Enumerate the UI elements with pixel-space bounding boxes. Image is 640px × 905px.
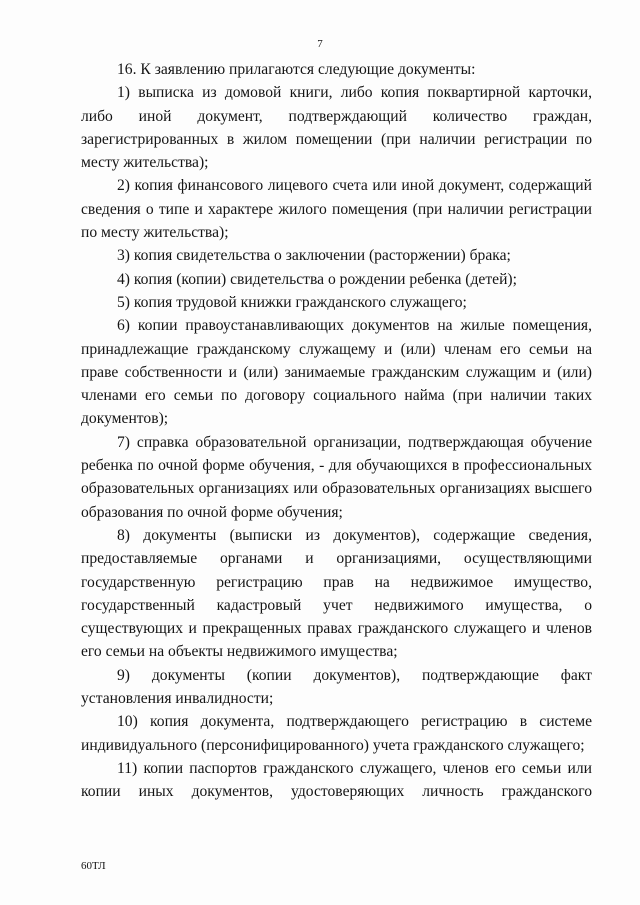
- list-item-8: 8) документы (выписки из документов), содержащие сведения, предоставляемые органами и организациями, осуществляющими государственную регистрацию прав на недвижимое имущество, государственный кадастровый учет недвижимого имущества, о существующих и прекращенных правах гражданского служащего и членов его семьи на объекты недвижимого имущества;: [81, 526, 592, 661]
- list-item-6: 6) копии правоустанавливающих документов на жилые помещения, принадлежащие гражданскому служащему и (или) членам его семьи на праве собственности и (или) занимаемые гражданским служащим и (или) членами его семьи по договору социального найма (при наличии таких документов);: [81, 317, 592, 428]
- list-item-1: 1) выписка из домовой книги, либо копия поквартирной карточки, либо иной документ, подтверждающий количество граждан, зарегистрированных в жилом помещении (при наличии регистрации по месту жительства);: [81, 84, 592, 172]
- section-heading: 16. К заявлению прилагаются следующие документы:: [117, 61, 476, 78]
- list-item-11: 11) копии паспортов гражданского служащего, членов его семьи или копии иных документов, удостоверяющих личность гражданского: [81, 759, 592, 801]
- list-item-3: 3) копия свидетельства о заключении (расторжении) брака;: [117, 247, 511, 265]
- footer-code: 60ТЛ: [81, 860, 106, 872]
- list-item-5: 5) копия трудовой книжки гражданского служащего;: [117, 293, 467, 311]
- list-item-7: 7) справка образовательной организации, подтверждающая обучение ребенка по очной форме обучения, - для обучающихся в профессиональных образовательных организациях или образовательных организациях высшего образования по очной форме обучения;: [81, 433, 592, 521]
- list-item-2: 2) копия финансового лицевого счета или иной документ, содержащий сведения о типе и характере жилого помещения (при наличии регистрации по месту жительства);: [81, 177, 592, 242]
- page-number: 7: [317, 38, 323, 50]
- list-item-4: 4) копия (копии) свидетельства о рождении ребенка (детей);: [117, 270, 517, 288]
- document-body: [81, 58, 592, 804]
- list-item-9: 9) документы (копии документов), подтверждающие факт установления инвалидности;: [81, 666, 592, 708]
- list-item-10: 10) копия документа, подтверждающего регистрацию в системе индивидуального (персонифицированного) учета гражданского служащего;: [81, 713, 592, 754]
